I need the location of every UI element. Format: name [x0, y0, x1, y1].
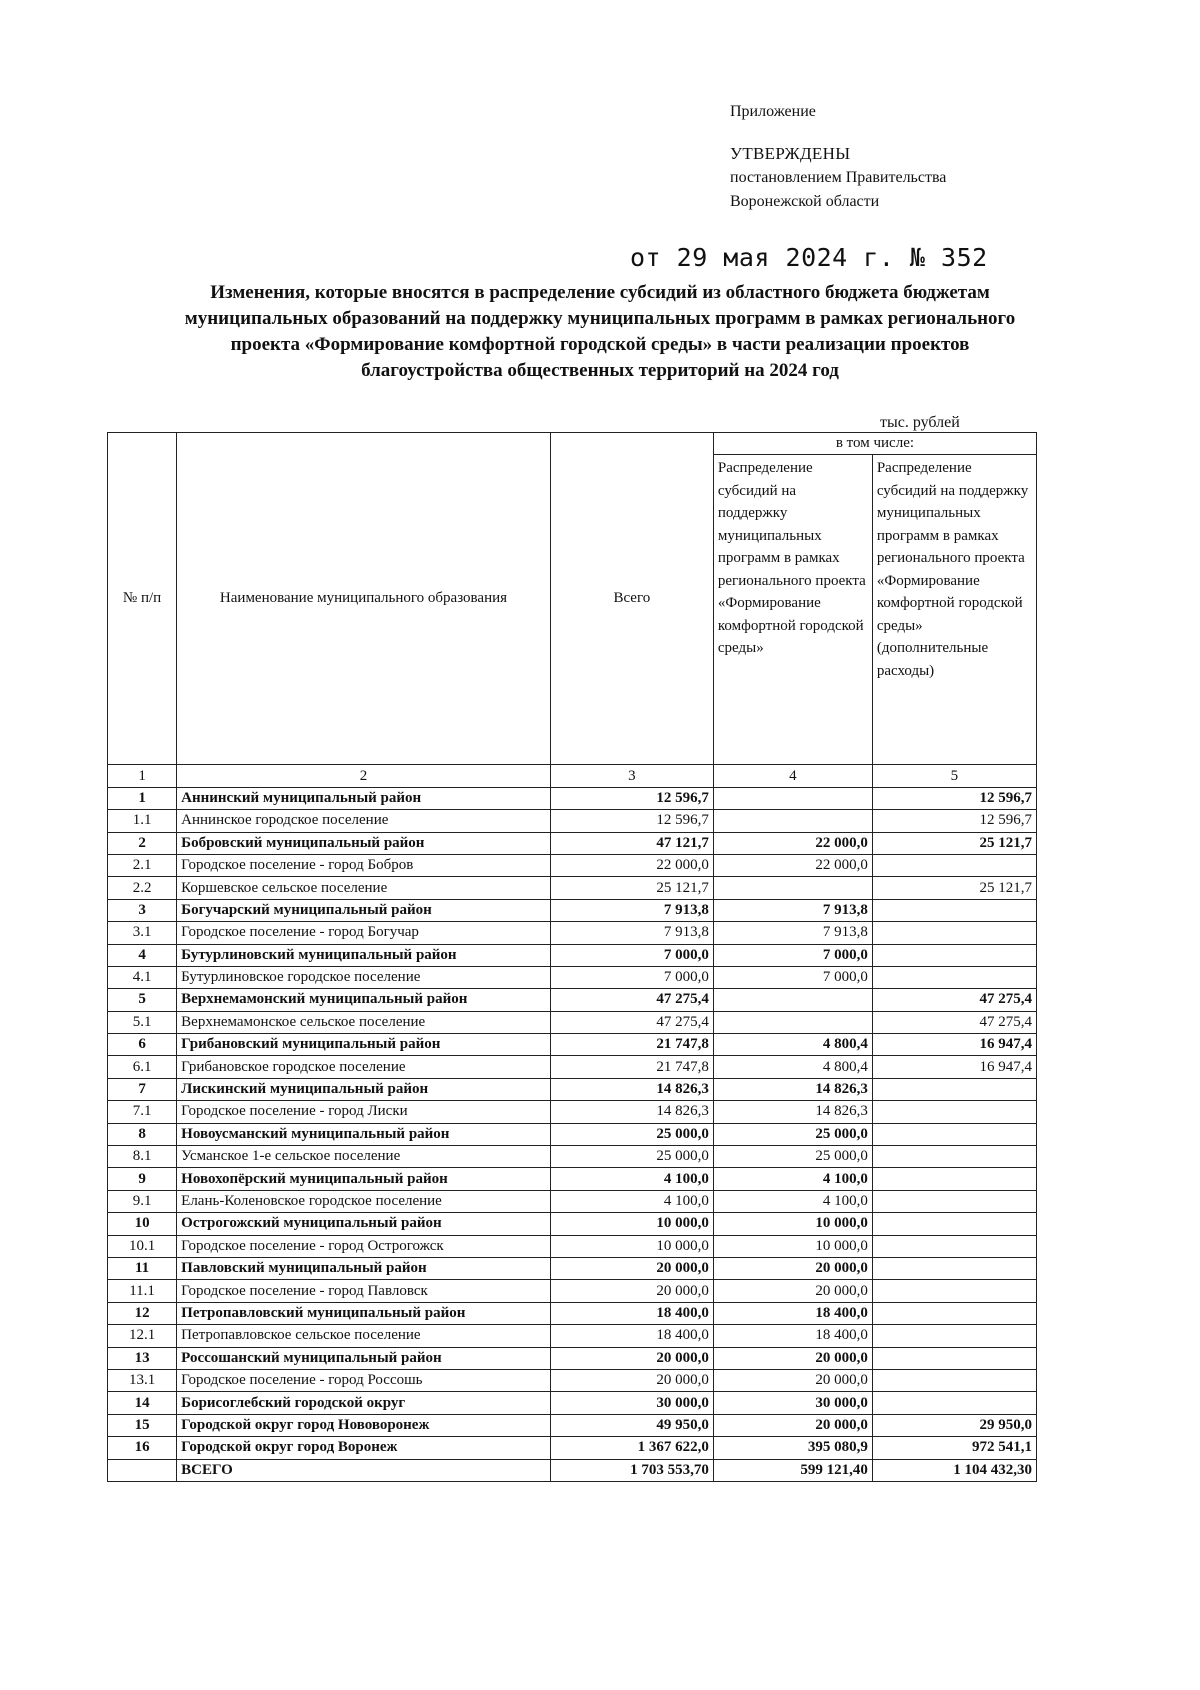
row-name: Городское поселение - город Лиски	[177, 1101, 551, 1123]
row-name: Россошанский муниципальный район	[177, 1347, 551, 1369]
row-number: 9	[108, 1168, 177, 1190]
row-regional-project	[713, 787, 872, 809]
header-col5: Распределение субсидий на поддержку муниципальных программ в рамках регионального проекта «Формирование комфортной городской среды» (дополнительные расходы)	[872, 455, 1036, 765]
row-additional-expenses	[872, 1257, 1036, 1279]
row-name: Елань-Коленовское городское поселение	[177, 1190, 551, 1212]
row-regional-project: 10 000,0	[713, 1213, 872, 1235]
total-row-name: ВСЕГО	[177, 1459, 551, 1481]
row-name: Аннинское городское поселение	[177, 810, 551, 832]
row-regional-project: 14 826,3	[713, 1078, 872, 1100]
row-total: 20 000,0	[550, 1369, 713, 1391]
row-additional-expenses: 47 275,4	[872, 989, 1036, 1011]
row-total: 22 000,0	[550, 854, 713, 876]
header-col4: Распределение субсидий на поддержку муниципальных программ в рамках регионального проекта «Формирование комфортной городской среды»	[713, 455, 872, 765]
table-row	[108, 1056, 1037, 1078]
row-additional-expenses: 29 950,0	[872, 1414, 1036, 1436]
row-name: Городское поселение - город Павловск	[177, 1280, 551, 1302]
table-row	[108, 1101, 1037, 1123]
row-additional-expenses: 12 596,7	[872, 810, 1036, 832]
row-additional-expenses	[872, 922, 1036, 944]
table-row	[108, 1392, 1037, 1414]
row-total: 20 000,0	[550, 1347, 713, 1369]
row-name: Верхнемамонское сельское поселение	[177, 1011, 551, 1033]
row-number: 3	[108, 899, 177, 921]
row-additional-expenses: 16 947,4	[872, 1034, 1036, 1056]
table-row	[108, 810, 1037, 832]
row-name: Бобровский муниципальный район	[177, 832, 551, 854]
row-total: 7 000,0	[550, 944, 713, 966]
row-regional-project: 395 080,9	[713, 1437, 872, 1459]
row-name: Лискинский муниципальный район	[177, 1078, 551, 1100]
total-row-c5: 1 104 432,30	[872, 1459, 1036, 1481]
approved-label: УТВЕРЖДЕНЫ	[730, 144, 851, 163]
row-regional-project: 20 000,0	[713, 1414, 872, 1436]
row-total: 49 950,0	[550, 1414, 713, 1436]
row-total: 25 000,0	[550, 1123, 713, 1145]
row-total: 21 747,8	[550, 1056, 713, 1078]
appendix-label: Приложение	[730, 103, 816, 120]
row-number: 2.1	[108, 854, 177, 876]
row-number: 12.1	[108, 1325, 177, 1347]
row-additional-expenses: 12 596,7	[872, 787, 1036, 809]
row-regional-project: 30 000,0	[713, 1392, 872, 1414]
header-name: Наименование муниципального образования	[177, 433, 551, 765]
row-total: 25 000,0	[550, 1146, 713, 1168]
row-total: 47 275,4	[550, 1011, 713, 1033]
row-regional-project: 20 000,0	[713, 1280, 872, 1302]
row-regional-project: 20 000,0	[713, 1347, 872, 1369]
total-row-c4: 599 121,40	[713, 1459, 872, 1481]
table-row	[108, 1011, 1037, 1033]
table-row	[108, 1257, 1037, 1279]
row-additional-expenses	[872, 1325, 1036, 1347]
table-row	[108, 1078, 1037, 1100]
row-number: 10	[108, 1213, 177, 1235]
row-total: 1 367 622,0	[550, 1437, 713, 1459]
row-name: Усманское 1-е сельское поселение	[177, 1146, 551, 1168]
row-additional-expenses	[872, 899, 1036, 921]
row-number: 8	[108, 1123, 177, 1145]
header-num: № п/п	[108, 433, 177, 765]
row-name: Городское поселение - город Бобров	[177, 854, 551, 876]
row-additional-expenses	[872, 1392, 1036, 1414]
row-number: 6	[108, 1034, 177, 1056]
row-total: 18 400,0	[550, 1325, 713, 1347]
row-total: 4 100,0	[550, 1168, 713, 1190]
row-additional-expenses: 25 121,7	[872, 832, 1036, 854]
row-number: 2.2	[108, 877, 177, 899]
row-regional-project: 7 000,0	[713, 944, 872, 966]
row-total: 7 913,8	[550, 922, 713, 944]
row-additional-expenses: 16 947,4	[872, 1056, 1036, 1078]
total-row	[108, 1459, 1037, 1481]
row-total: 20 000,0	[550, 1280, 713, 1302]
table-row	[108, 877, 1037, 899]
row-regional-project: 20 000,0	[713, 1369, 872, 1391]
row-additional-expenses	[872, 1347, 1036, 1369]
row-name: Бутурлиновское городское поселение	[177, 966, 551, 988]
table-row	[108, 787, 1037, 809]
row-additional-expenses	[872, 1369, 1036, 1391]
row-name: Новоусманский муниципальный район	[177, 1123, 551, 1145]
row-number: 4	[108, 944, 177, 966]
row-regional-project: 4 800,4	[713, 1056, 872, 1078]
row-regional-project: 7 913,8	[713, 922, 872, 944]
total-row-num	[108, 1459, 177, 1481]
row-additional-expenses	[872, 1123, 1036, 1145]
table-row	[108, 966, 1037, 988]
row-name: Петропавловский муниципальный район	[177, 1302, 551, 1324]
row-total: 47 121,7	[550, 832, 713, 854]
row-regional-project: 20 000,0	[713, 1257, 872, 1279]
row-additional-expenses: 47 275,4	[872, 1011, 1036, 1033]
col-number-1: 1	[108, 765, 177, 787]
table-row	[108, 1146, 1037, 1168]
row-name: Павловский муниципальный район	[177, 1257, 551, 1279]
row-name: Городской округ город Нововоронеж	[177, 1414, 551, 1436]
row-number: 13.1	[108, 1369, 177, 1391]
row-name: Новохопёрский муниципальный район	[177, 1168, 551, 1190]
table-row	[108, 1347, 1037, 1369]
approval-block	[730, 100, 946, 214]
row-number: 7	[108, 1078, 177, 1100]
row-total: 20 000,0	[550, 1257, 713, 1279]
row-regional-project: 18 400,0	[713, 1302, 872, 1324]
row-number: 11	[108, 1257, 177, 1279]
header-total: Всего	[550, 433, 713, 765]
row-regional-project: 7 913,8	[713, 899, 872, 921]
row-number: 13	[108, 1347, 177, 1369]
row-name: Грибановский муниципальный район	[177, 1034, 551, 1056]
table-row	[108, 1280, 1037, 1302]
col-number-3: 3	[550, 765, 713, 787]
row-name: Бутурлиновский муниципальный район	[177, 944, 551, 966]
row-additional-expenses	[872, 1078, 1036, 1100]
row-name: Коршевское сельское поселение	[177, 877, 551, 899]
row-total: 12 596,7	[550, 787, 713, 809]
table-row	[108, 922, 1037, 944]
col-number-5: 5	[872, 765, 1036, 787]
row-additional-expenses	[872, 1280, 1036, 1302]
row-name: Аннинский муниципальный район	[177, 787, 551, 809]
table-row	[108, 1302, 1037, 1324]
header-including: в том числе:	[713, 433, 1036, 455]
table-row	[108, 832, 1037, 854]
row-total: 18 400,0	[550, 1302, 713, 1324]
row-total: 4 100,0	[550, 1190, 713, 1212]
row-number: 1.1	[108, 810, 177, 832]
row-name: Городское поселение - город Богучар	[177, 922, 551, 944]
row-total: 21 747,8	[550, 1034, 713, 1056]
decree-date: от 29 мая 2024 г. № 352	[630, 243, 988, 272]
table-body	[108, 787, 1037, 1459]
row-name: Петропавловское сельское поселение	[177, 1325, 551, 1347]
subsidy-table	[107, 432, 1037, 1482]
row-additional-expenses: 25 121,7	[872, 877, 1036, 899]
row-additional-expenses	[872, 966, 1036, 988]
row-name: Богучарский муниципальный район	[177, 899, 551, 921]
row-additional-expenses	[872, 944, 1036, 966]
row-total: 10 000,0	[550, 1213, 713, 1235]
total-row-total: 1 703 553,70	[550, 1459, 713, 1481]
row-name: Острогожский муниципальный район	[177, 1213, 551, 1235]
row-total: 47 275,4	[550, 989, 713, 1011]
row-number: 7.1	[108, 1101, 177, 1123]
title-line-1: Изменения, которые вносятся в распределение субсидий из областного бюджета бюджетам	[210, 282, 990, 303]
table-row	[108, 989, 1037, 1011]
row-additional-expenses	[872, 1190, 1036, 1212]
row-regional-project: 18 400,0	[713, 1325, 872, 1347]
document-title	[100, 280, 1100, 384]
row-regional-project: 25 000,0	[713, 1146, 872, 1168]
row-additional-expenses	[872, 1101, 1036, 1123]
table-row	[108, 1168, 1037, 1190]
row-number: 10.1	[108, 1235, 177, 1257]
row-number: 9.1	[108, 1190, 177, 1212]
row-number: 6.1	[108, 1056, 177, 1078]
row-regional-project: 10 000,0	[713, 1235, 872, 1257]
title-line-3: проекта «Формирование комфортной городской среды» в части реализации проектов	[230, 334, 970, 355]
row-total: 25 121,7	[550, 877, 713, 899]
col-number-4: 4	[713, 765, 872, 787]
row-regional-project: 22 000,0	[713, 832, 872, 854]
table-row	[108, 1414, 1037, 1436]
row-number: 5.1	[108, 1011, 177, 1033]
row-total: 30 000,0	[550, 1392, 713, 1414]
col-number-2: 2	[177, 765, 551, 787]
table-row	[108, 1437, 1037, 1459]
row-number: 12	[108, 1302, 177, 1324]
row-number: 11.1	[108, 1280, 177, 1302]
row-regional-project	[713, 989, 872, 1011]
row-number: 14	[108, 1392, 177, 1414]
approved-by-line1: постановлением Правительства	[730, 169, 947, 186]
row-number: 16	[108, 1437, 177, 1459]
table-row	[108, 899, 1037, 921]
table-row	[108, 1034, 1037, 1056]
row-regional-project	[713, 1011, 872, 1033]
row-additional-expenses	[872, 1168, 1036, 1190]
table-row	[108, 1235, 1037, 1257]
row-total: 7 913,8	[550, 899, 713, 921]
row-regional-project: 4 100,0	[713, 1190, 872, 1212]
title-line-4: благоустройства общественных территорий на 2024 год	[361, 360, 839, 381]
row-regional-project: 7 000,0	[713, 966, 872, 988]
row-additional-expenses	[872, 1235, 1036, 1257]
row-additional-expenses	[872, 1302, 1036, 1324]
table-row	[108, 854, 1037, 876]
row-regional-project: 22 000,0	[713, 854, 872, 876]
row-number: 15	[108, 1414, 177, 1436]
table-row	[108, 1369, 1037, 1391]
units-label: тыс. рублей	[880, 414, 960, 431]
row-regional-project: 4 100,0	[713, 1168, 872, 1190]
row-number: 4.1	[108, 966, 177, 988]
row-regional-project	[713, 877, 872, 899]
row-total: 10 000,0	[550, 1235, 713, 1257]
table-row	[108, 1190, 1037, 1212]
row-total: 14 826,3	[550, 1078, 713, 1100]
table-row	[108, 1123, 1037, 1145]
row-total: 12 596,7	[550, 810, 713, 832]
row-total: 14 826,3	[550, 1101, 713, 1123]
title-line-2: муниципальных образований на поддержку муниципальных программ в рамках регионального	[184, 308, 1016, 329]
row-additional-expenses: 972 541,1	[872, 1437, 1036, 1459]
table-row	[108, 944, 1037, 966]
row-name: Грибановское городское поселение	[177, 1056, 551, 1078]
row-regional-project: 25 000,0	[713, 1123, 872, 1145]
row-total: 7 000,0	[550, 966, 713, 988]
row-additional-expenses	[872, 1213, 1036, 1235]
approved-by-line2: Воронежской области	[730, 193, 880, 210]
row-name: Городской округ город Воронеж	[177, 1437, 551, 1459]
row-number: 2	[108, 832, 177, 854]
row-number: 8.1	[108, 1146, 177, 1168]
row-regional-project	[713, 810, 872, 832]
row-name: Городское поселение - город Острогожск	[177, 1235, 551, 1257]
row-additional-expenses	[872, 854, 1036, 876]
table-row	[108, 1325, 1037, 1347]
row-additional-expenses	[872, 1146, 1036, 1168]
row-number: 3.1	[108, 922, 177, 944]
row-name: Городское поселение - город Россошь	[177, 1369, 551, 1391]
row-number: 5	[108, 989, 177, 1011]
row-name: Верхнемамонский муниципальный район	[177, 989, 551, 1011]
table-row	[108, 1213, 1037, 1235]
row-number: 1	[108, 787, 177, 809]
row-regional-project: 14 826,3	[713, 1101, 872, 1123]
row-name: Борисоглебский городской округ	[177, 1392, 551, 1414]
row-regional-project: 4 800,4	[713, 1034, 872, 1056]
